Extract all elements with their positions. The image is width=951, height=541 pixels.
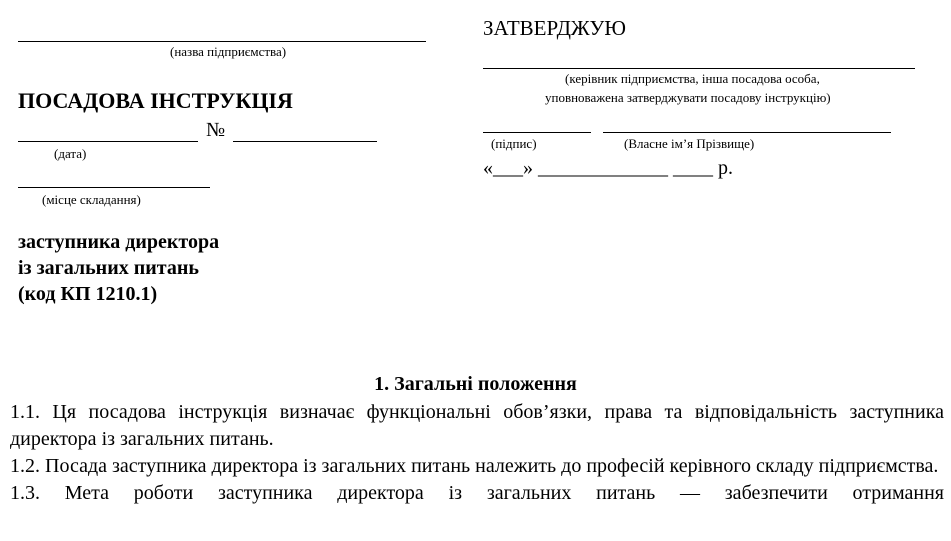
head-line (483, 68, 915, 69)
place-line (18, 187, 210, 188)
position-title (18, 229, 219, 307)
date-line (18, 141, 198, 142)
head-caption-1: (керівник підприємства, інша посадова особа, (565, 71, 820, 86)
enterprise-name-caption: (назва підприємства) (170, 44, 287, 59)
head-caption-2: уповноважена затверджувати посадову інструкцію) (545, 90, 831, 105)
position-line-2: із загальних питань (18, 257, 199, 279)
section-heading: 1. Загальні положення (374, 373, 577, 395)
paragraph-1-2: 1.2. Посада заступника директора із загальних питань належить до професій керівного складу підприємства. (10, 455, 939, 477)
position-line-1: заступника директора (18, 231, 220, 253)
signature-line (483, 132, 591, 133)
name-line (603, 132, 891, 133)
approval-date: «___» _____________ ____ р. (483, 157, 733, 179)
document-title: ПОСАДОВА ІНСТРУКЦІЯ (18, 88, 293, 113)
signature-caption: (підпис) (491, 136, 537, 151)
paragraph-1-1: 1.1. Ця посадова інструкція визначає функціональні обов’язки, права та відповідальність заступника директора із загальних питань. (10, 401, 944, 450)
number-line (233, 141, 377, 142)
date-caption: (дата) (54, 146, 87, 161)
number-sign: № (206, 119, 226, 141)
approve-label: ЗАТВЕРДЖУЮ (483, 16, 626, 40)
place-caption: (місце складання) (42, 192, 141, 207)
name-caption: (Власне ім’я Прізвище) (624, 136, 755, 151)
enterprise-name-line (18, 41, 426, 42)
position-code: (код КП 1210.1) (18, 283, 158, 305)
section-body (10, 399, 944, 507)
paragraph-1-3: 1.3. Мета роботи заступника директора із загальних питань — забезпечити отримання (10, 482, 944, 504)
